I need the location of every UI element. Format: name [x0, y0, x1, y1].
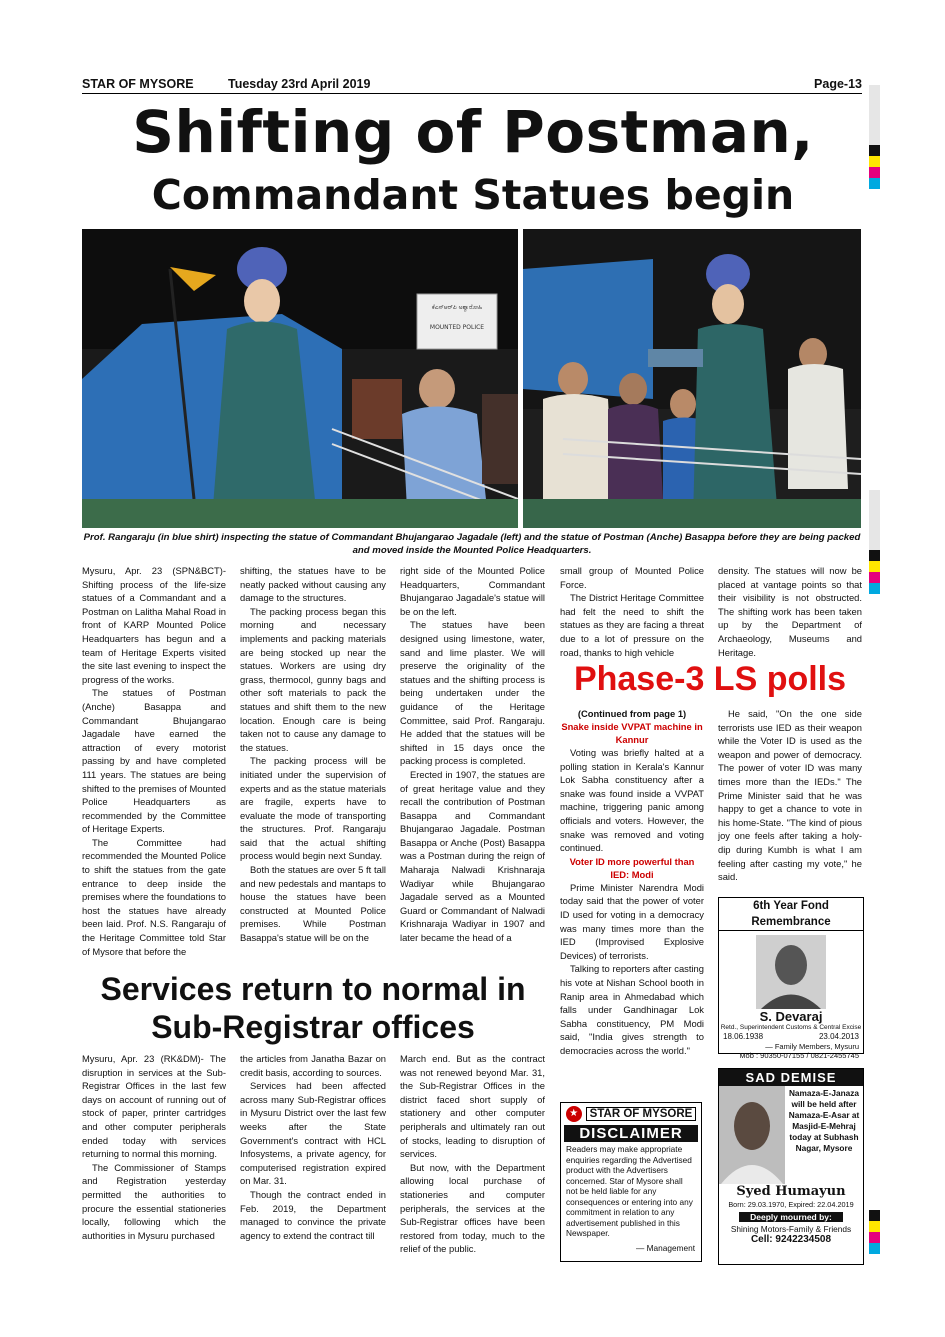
- issue-date: Tuesday 23rd April 2019: [228, 77, 371, 91]
- paragraph: shifting, the statues have to be neatly packed without causing any damage to the structures.: [240, 565, 386, 604]
- obit1-family: — Family Members, Mysuru: [765, 1042, 859, 1051]
- obit1-role: Retd., Superintendent Customs & Central Excise: [720, 1024, 862, 1031]
- services-col3: [400, 1052, 545, 1256]
- obit2-dates: Born: 29.03.1970, Expired: 22.04.2019: [728, 1200, 854, 1209]
- subhead-voter-id: Voter ID more powerful than IED: Modi: [569, 855, 695, 880]
- paragraph: Prime Minister Narendra Modi today said that the power of voter ID used for voting in a democracy was many times more than the IED (Improvised Explosive Devices) of terrorists.: [560, 881, 704, 961]
- phase3-text-a2: [560, 881, 704, 1058]
- obit1-mobile: Mob : 90350-07155 / 0821-2455745: [739, 1051, 859, 1060]
- paragraph: The Commissioner of Stamps and Registration yesterday permitted the authorities to procure the essential stationeries locally, following which the authorities in Mysuru purchased: [82, 1161, 226, 1241]
- obituary-humayun: [718, 1068, 864, 1265]
- paragraph: Mysuru, Apr. 23 (SPN&BCT)- Shifting process of the life-size statues of a Commandant and a Postman on Lalitha Mahal Road in front of KARP Mounted Police Headquarters has begun and a team of Heritage Experts visited the site last evening to inspect the progress of the works.: [82, 565, 226, 685]
- phase3-headline: Phase-3 LS polls: [573, 660, 847, 698]
- paragraph: Voting was briefly halted at a polling station in Kerala's Kannur Lok Sabha constituency after a snake was found inside a VVPAT machine, triggering panic among officials and voters. However, the snake was removed and voting continued.: [560, 747, 704, 854]
- services-col2: [240, 1052, 386, 1242]
- paper-name: STAR OF MYSORE: [82, 77, 194, 91]
- obit2-family: Shining Motors-Family & Friends: [730, 1224, 852, 1234]
- paragraph: The statues of Postman (Anche) Basappa and Commandant Bhujangarao Jagadale have earned the attraction of every motorist passing by and have completed 111 years. The statues are being shifted to the premises of Mounted Police Headquarters as recommended by the Committee of Heritage Experts.: [82, 687, 226, 835]
- plaque-text-1: ಕೆಎಸ್‌ಆರ್‌ಪಿ ಅಶ್ವಾರೋಹಿ: [431, 304, 483, 311]
- paragraph: But now, with the Department allowing local purchase of stationeries and computer peripherals, the services at the Sub-Registrar offices have been restored from today, much to the relief of the public.: [400, 1161, 545, 1255]
- paragraph: Talking to reporters after casting his vote at Nishan School booth in Ranip area in Ahmedabad which falls under Gandhinagar Lok Sabha constituency, PM Modi said, "India gives strength to democracies across the world.": [560, 963, 704, 1056]
- obit2-portrait: [719, 1086, 785, 1184]
- paragraph: He said, "On the one side terrorists use IED as their weapon while the Voter ID is used as the weapon and power of democracy. The power of voter ID was many times more than the IEDs." The Prime Minister said that he was happy to get a chance to vote in his home-State. "The kind of pious joy one feels after taking a holy-dip during Kumbh is what I am feeling after casting my vote," he said.: [718, 708, 862, 883]
- obit2-cell: Cell: 9242234508: [750, 1234, 832, 1245]
- paragraph: The packing process began this morning and necessary implements and packing materials are being stocked up near the statues. Workers are using dry grass, thermocol, gunny bags and other soft materials to pack the statues and shift them to the new location. Enough care is being taken not to cause any damage to the statues.: [240, 605, 386, 753]
- disclaimer-title: DISCLAIMER: [564, 1125, 698, 1142]
- main-headline-line2: Commandant Statues begin: [151, 171, 795, 219]
- obituary-devaraj: [718, 897, 864, 1060]
- disclaimer-text: Readers may make appropriate enquiries regarding the Advertised product with the Advertisers concerned. Star of Mysore shall not be held liable for any consequences or entering into any commitment in relation to any advertisement published in this Newspaper.: [566, 1144, 693, 1238]
- photo-left: [82, 229, 518, 528]
- story1-col4: [560, 564, 704, 659]
- story1-col2: [240, 564, 386, 945]
- paragraph: right side of the Mounted Police Headquarters, Commandant Bhujangarao Jagadale's statue will be on the left.: [400, 565, 545, 617]
- paragraph: The packing process will be initiated under the supervision of experts and as the statue materials are fragile, experts have to evaluate the mode of transporting the structures. Prof. Rangaraju said that the actual shifting process would begin next Sunday.: [240, 755, 386, 862]
- obit1-died: 23.04.2013: [818, 1032, 859, 1041]
- obit1-name: S. Devaraj: [759, 1009, 823, 1024]
- paragraph: Mysuru, Apr. 23 (RK&DM)- The disruption in services at the Sub-Registrar Offices in the last few days on account of running out of stock of paper, printer cartridges and other computer peripherals ended today with services returning to normal this morning.: [82, 1053, 226, 1160]
- plaque-text-2: MOUNTED POLICE: [429, 324, 485, 331]
- continued-note: (Continued from page 1): [577, 708, 687, 719]
- disclaimer-box: [560, 1102, 702, 1262]
- paragraph: Erected in 1907, the statues are of great heritage value and they recall the contribution of Postman Basappa and Commandant Bhujangarao Jagadale. Postman Basappa or Anche (Post) Basappa was a Postman during the reign of Maharaja Nalwadi Krishnaraja Wadiyar while Bhujangarao Jagadale served as a Mounted Guard or Commandant of Nalwadi Krishnaraja Wadiyar in 1907 and later became the head of a: [400, 768, 545, 944]
- paragraph: The statues have been designed using limestone, water, sand and lime plaster. We will preserve the originality of the statues and the shifting process is being undertaken under the guidance of the Heritage Committee, said Prof. Rangaraju. He added that the statues will be shifted in 15 days once the packing process is completed.: [400, 619, 545, 767]
- obit1-title: 6th Year Fond Remembrance: [719, 898, 863, 931]
- paragraph: small group of Mounted Police Force.: [560, 565, 704, 590]
- phase3-col-b: [718, 707, 862, 884]
- registration-marks-bottom: [869, 1210, 880, 1254]
- paragraph: Services had been affected across many Sub-Registrar offices in Mysuru District over the last few weeks after the State Government's contract with HCL Infosystems, a private agency, for computerised registration expired on Mar. 31.: [240, 1080, 386, 1187]
- obit1-born: 18.06.1938: [723, 1032, 764, 1041]
- paragraph: March end. But as the contract was not renewed beyond Mar. 31, the Sub-Registrar Offices in the district faced short supply of stationery and other computer peripherals and ultimately ran out of stocks, leading to disruption of services.: [400, 1053, 545, 1160]
- paragraph: The Committee had recommended the Mounted Police to shift the statues from the gate entrance to deep inside the premises where the foundations to host the statues have already been laid. Prof. N.S. Rangaraju of the Heritage Committee told Star of Mysore that before the: [82, 836, 226, 957]
- paragraph: Though the contract ended in Feb. 2019, the Department managed to convince the private agency to extend the contract till: [240, 1188, 386, 1241]
- story1-col5: [718, 564, 862, 659]
- subhead-snake: Snake inside VVPAT machine in Kannur: [561, 721, 703, 745]
- services-col1: [82, 1052, 226, 1242]
- star-logo-icon: ★: [566, 1106, 582, 1122]
- main-headline-line1: Shifting of Postman,: [132, 98, 814, 166]
- page-number: Page-13: [814, 77, 862, 91]
- phase3-text-a1: [560, 746, 704, 855]
- obit1-portrait: [756, 935, 826, 1009]
- story1-col1: [82, 564, 226, 958]
- disclaimer-brand: STAR OF MYSORE: [586, 1107, 697, 1121]
- photo-right: [523, 229, 861, 528]
- paragraph: the articles from Janatha Bazar on credit basis, according to sources.: [240, 1053, 386, 1078]
- disclaimer-sign: — Management: [635, 1242, 695, 1253]
- paragraph: The District Heritage Committee had felt the need to shift the statues as they are facing a threat due to a lot of pressure on the road, thanks to high vehicle: [560, 592, 704, 658]
- registration-marks-top: [869, 85, 880, 189]
- obit2-title: SAD DEMISE: [719, 1069, 863, 1086]
- page-header: [82, 77, 862, 94]
- paragraph: density. The statues will now be placed at vantage points so that their visibility is not obstructed. The shifting work has been taken up by the Department of Archaeology, Museums and Heritage.: [718, 565, 862, 658]
- story1-col3: [400, 564, 545, 945]
- phase3-col-a: [560, 707, 704, 1057]
- photo-caption: Prof. Rangaraju (in blue shirt) inspecting the statue of Commandant Bhujangarao Jagadale (left) and the statue of Postman (Anche) Basappa before they are being packed and moved inside the Mounted Police Headquarters.: [83, 532, 861, 556]
- obit2-note: Namaza-E-Janaza will be held after Namaza-E-Asar at Masjid-E-Mehraj today at Subhash Nagar, Mysore: [788, 1088, 860, 1153]
- services-headline: Services return to normal in Sub-Registrar offices: [100, 971, 526, 1045]
- obit2-name: Syed Humayun: [736, 1184, 846, 1199]
- registration-marks-mid: [869, 490, 880, 594]
- paragraph: Both the statues are over 5 ft tall and new pedestals and mantaps to house the statues have been constructed at Mounted Police premises. While Postman Basappa's statue will be on the: [240, 864, 386, 944]
- obit2-mourned: Deeply mourned by:: [739, 1212, 843, 1222]
